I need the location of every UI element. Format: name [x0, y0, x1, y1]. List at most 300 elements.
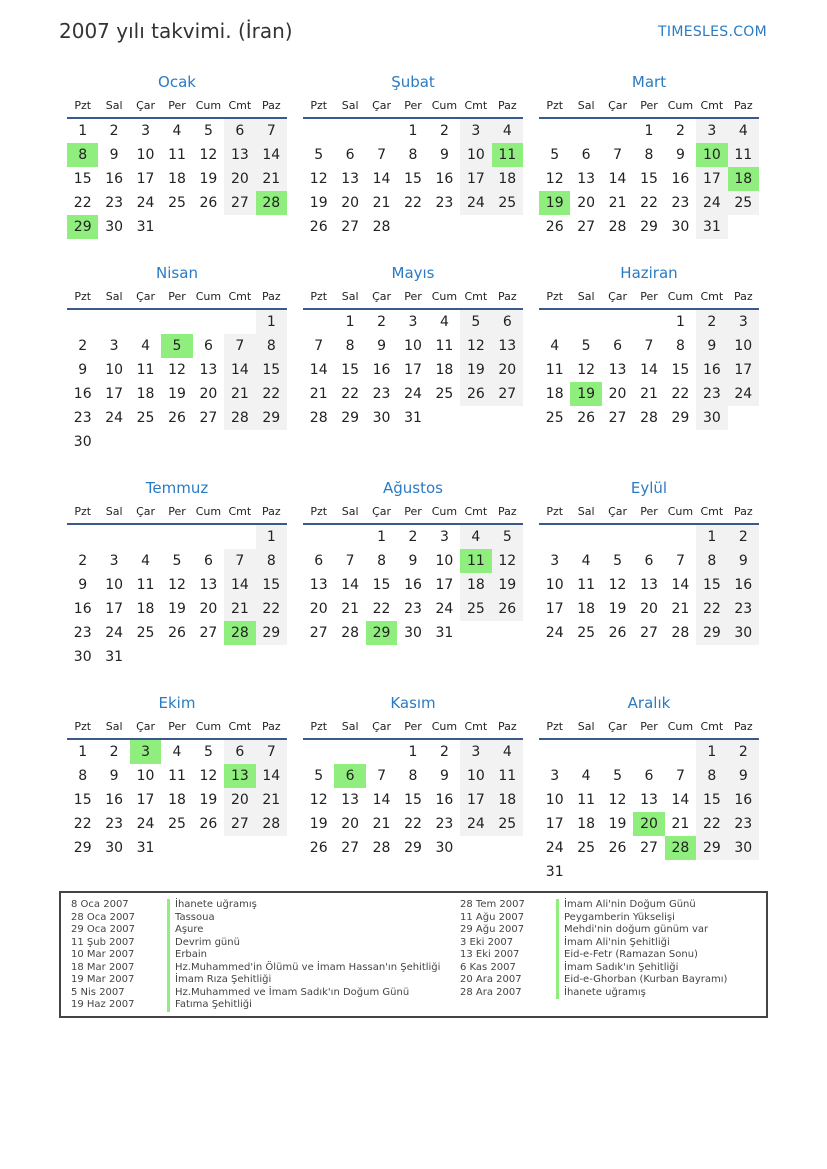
day-cell[interactable]: 20 [640, 601, 658, 617]
day-cell[interactable]: 25 [492, 812, 523, 836]
day-cell[interactable]: 13 [341, 792, 360, 808]
day-cell[interactable]: 20 [577, 195, 596, 211]
day-cell[interactable]: 14 [640, 362, 658, 378]
day-cell[interactable]: 4 [460, 525, 491, 549]
day-cell[interactable]: 24 [728, 382, 759, 406]
day-cell[interactable]: 6 [314, 553, 324, 569]
day-cell[interactable]: 8 [256, 334, 287, 358]
day-cell[interactable]: 2 [439, 744, 449, 760]
day-cell[interactable]: 7 [675, 768, 685, 784]
day-cell[interactable]: 26 [168, 410, 186, 426]
day-cell[interactable]: 11 [492, 143, 523, 167]
day-cell[interactable]: 18 [577, 601, 596, 617]
day-cell[interactable]: 15 [696, 573, 727, 597]
day-cell[interactable]: 12 [309, 171, 328, 187]
day-cell[interactable]: 24 [105, 410, 124, 426]
day-cell[interactable]: 26 [608, 840, 627, 856]
day-cell[interactable]: 11 [136, 362, 155, 378]
day-cell[interactable]: 2 [109, 123, 119, 139]
day-cell[interactable]: 21 [224, 382, 255, 406]
day-cell[interactable]: 3 [460, 119, 491, 143]
day-cell[interactable]: 3 [460, 740, 491, 764]
day-cell[interactable]: 19 [608, 816, 627, 832]
day-cell[interactable]: 12 [545, 171, 564, 187]
day-cell[interactable]: 30 [105, 219, 124, 235]
day-cell[interactable]: 13 [341, 171, 360, 187]
day-cell[interactable]: 30 [671, 219, 690, 235]
day-cell[interactable]: 25 [460, 597, 491, 621]
day-cell[interactable]: 19 [168, 386, 186, 402]
day-cell[interactable]: 13 [224, 764, 255, 788]
day-cell[interactable]: 14 [372, 171, 391, 187]
day-cell[interactable]: 14 [671, 577, 690, 593]
day-cell[interactable]: 17 [404, 362, 422, 378]
day-cell[interactable]: 2 [78, 338, 88, 354]
day-cell[interactable]: 19 [199, 792, 218, 808]
day-cell[interactable]: 26 [577, 410, 596, 426]
day-cell[interactable]: 20 [199, 386, 218, 402]
day-cell[interactable]: 27 [309, 625, 328, 641]
day-cell[interactable]: 21 [224, 597, 255, 621]
day-cell[interactable]: 25 [168, 816, 186, 832]
day-cell[interactable]: 18 [168, 792, 186, 808]
day-cell[interactable]: 9 [728, 764, 759, 788]
day-cell[interactable]: 3 [408, 314, 418, 330]
day-cell[interactable]: 14 [256, 143, 287, 167]
day-cell[interactable]: 11 [435, 338, 454, 354]
day-cell[interactable]: 28 [372, 840, 391, 856]
day-cell[interactable]: 15 [256, 358, 287, 382]
day-cell[interactable]: 23 [105, 816, 124, 832]
day-cell[interactable]: 12 [309, 792, 328, 808]
day-cell[interactable]: 18 [577, 816, 596, 832]
day-cell[interactable]: 12 [608, 792, 627, 808]
day-cell[interactable]: 8 [67, 143, 98, 167]
day-cell[interactable]: 4 [581, 553, 591, 569]
day-cell[interactable]: 15 [372, 577, 391, 593]
day-cell[interactable]: 14 [372, 792, 391, 808]
day-cell[interactable]: 12 [492, 549, 523, 573]
day-cell[interactable]: 22 [256, 382, 287, 406]
day-cell[interactable]: 1 [256, 525, 287, 549]
day-cell[interactable]: 31 [136, 840, 155, 856]
day-cell[interactable]: 25 [435, 386, 454, 402]
day-cell[interactable]: 6 [224, 119, 255, 143]
day-cell[interactable]: 6 [492, 310, 523, 334]
day-cell[interactable]: 18 [460, 573, 491, 597]
day-cell[interactable]: 30 [105, 840, 124, 856]
day-cell[interactable]: 24 [460, 812, 491, 836]
day-cell[interactable]: 26 [199, 195, 218, 211]
day-cell[interactable]: 17 [105, 601, 124, 617]
day-cell[interactable]: 19 [460, 358, 491, 382]
day-cell[interactable]: 23 [105, 195, 124, 211]
day-cell[interactable]: 14 [309, 362, 328, 378]
day-cell[interactable]: 11 [460, 549, 491, 573]
day-cell[interactable]: 21 [256, 167, 287, 191]
day-cell[interactable]: 4 [550, 338, 560, 354]
day-cell[interactable]: 30 [435, 840, 454, 856]
day-cell[interactable]: 19 [168, 601, 186, 617]
day-cell[interactable]: 23 [404, 601, 422, 617]
day-cell[interactable]: 5 [550, 147, 560, 163]
day-cell[interactable]: 22 [341, 386, 360, 402]
day-cell[interactable]: 12 [577, 362, 596, 378]
day-cell[interactable]: 16 [435, 792, 454, 808]
day-cell[interactable]: 25 [728, 191, 759, 215]
day-cell[interactable]: 21 [671, 601, 690, 617]
day-cell[interactable]: 27 [341, 840, 360, 856]
day-cell[interactable]: 20 [341, 195, 360, 211]
day-cell[interactable]: 23 [696, 382, 727, 406]
day-cell[interactable]: 25 [577, 625, 596, 641]
day-cell[interactable]: 1 [78, 744, 88, 760]
day-cell[interactable]: 16 [435, 171, 454, 187]
day-cell[interactable]: 26 [608, 625, 627, 641]
day-cell[interactable]: 13 [199, 577, 218, 593]
day-cell[interactable]: 27 [199, 625, 218, 641]
day-cell[interactable]: 29 [73, 840, 92, 856]
day-cell[interactable]: 20 [224, 788, 255, 812]
day-cell[interactable]: 25 [577, 840, 596, 856]
day-cell[interactable]: 20 [341, 816, 360, 832]
day-cell[interactable]: 9 [377, 338, 387, 354]
day-cell[interactable]: 20 [224, 167, 255, 191]
day-cell[interactable]: 13 [199, 362, 218, 378]
day-cell[interactable]: 7 [256, 119, 287, 143]
day-cell[interactable]: 16 [105, 792, 124, 808]
day-cell[interactable]: 12 [168, 577, 186, 593]
day-cell[interactable]: 23 [372, 386, 391, 402]
day-cell[interactable]: 7 [377, 768, 387, 784]
day-cell[interactable]: 28 [224, 406, 255, 430]
day-cell[interactable]: 10 [435, 553, 454, 569]
day-cell[interactable]: 1 [675, 314, 685, 330]
day-cell[interactable]: 18 [545, 386, 564, 402]
day-cell[interactable]: 13 [640, 792, 658, 808]
day-cell[interactable]: 15 [404, 171, 422, 187]
day-cell[interactable]: 17 [136, 171, 155, 187]
day-cell[interactable]: 14 [256, 764, 287, 788]
day-cell[interactable]: 14 [671, 792, 690, 808]
day-cell[interactable]: 30 [372, 410, 391, 426]
day-cell[interactable]: 30 [404, 625, 422, 641]
day-cell[interactable]: 14 [608, 171, 627, 187]
day-cell[interactable]: 22 [671, 386, 690, 402]
day-cell[interactable]: 5 [161, 334, 192, 358]
day-cell[interactable]: 11 [577, 577, 596, 593]
day-cell[interactable]: 6 [203, 553, 213, 569]
day-cell[interactable]: 4 [728, 119, 759, 143]
day-cell[interactable]: 4 [172, 123, 182, 139]
day-cell[interactable]: 9 [728, 549, 759, 573]
day-cell[interactable]: 16 [73, 601, 92, 617]
day-cell[interactable]: 27 [577, 219, 596, 235]
day-cell[interactable]: 3 [550, 553, 560, 569]
day-cell[interactable]: 24 [545, 625, 564, 641]
day-cell[interactable]: 26 [309, 840, 328, 856]
day-cell[interactable]: 17 [460, 788, 491, 812]
day-cell[interactable]: 10 [545, 577, 564, 593]
day-cell[interactable]: 1 [377, 529, 387, 545]
day-cell[interactable]: 28 [640, 410, 658, 426]
day-cell[interactable]: 19 [309, 816, 328, 832]
day-cell[interactable]: 13 [492, 334, 523, 358]
day-cell[interactable]: 27 [199, 410, 218, 426]
day-cell[interactable]: 21 [640, 386, 658, 402]
day-cell[interactable]: 23 [73, 625, 92, 641]
day-cell[interactable]: 7 [224, 334, 255, 358]
day-cell[interactable]: 26 [460, 382, 491, 406]
day-cell[interactable]: 10 [136, 768, 155, 784]
day-cell[interactable]: 8 [408, 147, 418, 163]
day-cell[interactable]: 6 [644, 553, 654, 569]
day-cell[interactable]: 15 [73, 792, 92, 808]
day-cell[interactable]: 21 [256, 788, 287, 812]
day-cell[interactable]: 17 [696, 167, 727, 191]
day-cell[interactable]: 3 [439, 529, 449, 545]
day-cell[interactable]: 18 [168, 171, 186, 187]
day-cell[interactable]: 26 [309, 219, 328, 235]
day-cell[interactable]: 23 [435, 816, 454, 832]
day-cell[interactable]: 22 [73, 816, 92, 832]
day-cell[interactable]: 26 [492, 597, 523, 621]
day-cell[interactable]: 7 [345, 553, 355, 569]
day-cell[interactable]: 24 [105, 625, 124, 641]
day-cell[interactable]: 11 [168, 147, 186, 163]
day-cell[interactable]: 19 [199, 171, 218, 187]
day-cell[interactable]: 8 [377, 553, 387, 569]
day-cell[interactable]: 10 [460, 764, 491, 788]
day-cell[interactable]: 27 [640, 625, 658, 641]
day-cell[interactable]: 23 [671, 195, 690, 211]
day-cell[interactable]: 24 [460, 191, 491, 215]
day-cell[interactable]: 28 [224, 621, 255, 645]
day-cell[interactable]: 21 [372, 195, 391, 211]
day-cell[interactable]: 10 [105, 577, 124, 593]
day-cell[interactable]: 22 [256, 597, 287, 621]
day-cell[interactable]: 13 [577, 171, 596, 187]
day-cell[interactable]: 15 [671, 362, 690, 378]
day-cell[interactable]: 6 [644, 768, 654, 784]
day-cell[interactable]: 22 [372, 601, 391, 617]
day-cell[interactable]: 10 [545, 792, 564, 808]
day-cell[interactable]: 16 [73, 386, 92, 402]
day-cell[interactable]: 21 [309, 386, 328, 402]
day-cell[interactable]: 29 [366, 621, 397, 645]
day-cell[interactable]: 2 [439, 123, 449, 139]
day-cell[interactable]: 25 [136, 410, 155, 426]
day-cell[interactable]: 9 [78, 577, 88, 593]
day-cell[interactable]: 5 [581, 338, 591, 354]
day-cell[interactable]: 1 [408, 123, 418, 139]
day-cell[interactable]: 5 [172, 553, 182, 569]
day-cell[interactable]: 17 [545, 816, 564, 832]
day-cell[interactable]: 22 [696, 812, 727, 836]
day-cell[interactable]: 30 [696, 406, 727, 430]
day-cell[interactable]: 2 [408, 529, 418, 545]
day-cell[interactable]: 11 [577, 792, 596, 808]
day-cell[interactable]: 28 [671, 625, 690, 641]
day-cell[interactable]: 15 [256, 573, 287, 597]
day-cell[interactable]: 26 [545, 219, 564, 235]
day-cell[interactable]: 10 [136, 147, 155, 163]
day-cell[interactable]: 13 [608, 362, 627, 378]
day-cell[interactable]: 24 [136, 816, 155, 832]
day-cell[interactable]: 1 [78, 123, 88, 139]
day-cell[interactable]: 15 [640, 171, 658, 187]
day-cell[interactable]: 22 [404, 195, 422, 211]
day-cell[interactable]: 25 [136, 625, 155, 641]
day-cell[interactable]: 8 [696, 764, 727, 788]
day-cell[interactable]: 8 [696, 549, 727, 573]
day-cell[interactable]: 9 [109, 768, 119, 784]
day-cell[interactable]: 17 [728, 358, 759, 382]
day-cell[interactable]: 2 [78, 553, 88, 569]
day-cell[interactable]: 3 [109, 553, 119, 569]
day-cell[interactable]: 1 [345, 314, 355, 330]
day-cell[interactable]: 11 [136, 577, 155, 593]
day-cell[interactable]: 5 [492, 525, 523, 549]
day-cell[interactable]: 29 [696, 836, 727, 860]
day-cell[interactable]: 27 [492, 382, 523, 406]
day-cell[interactable]: 6 [334, 764, 365, 788]
day-cell[interactable]: 3 [728, 310, 759, 334]
day-cell[interactable]: 8 [644, 147, 654, 163]
day-cell[interactable]: 31 [545, 864, 564, 880]
day-cell[interactable]: 19 [539, 191, 570, 215]
day-cell[interactable]: 7 [314, 338, 324, 354]
day-cell[interactable]: 31 [435, 625, 454, 641]
day-cell[interactable]: 1 [696, 740, 727, 764]
day-cell[interactable]: 16 [728, 573, 759, 597]
day-cell[interactable]: 15 [73, 171, 92, 187]
day-cell[interactable]: 11 [728, 143, 759, 167]
day-cell[interactable]: 21 [608, 195, 627, 211]
day-cell[interactable]: 29 [341, 410, 360, 426]
day-cell[interactable]: 6 [581, 147, 591, 163]
day-cell[interactable]: 22 [696, 597, 727, 621]
day-cell[interactable]: 21 [372, 816, 391, 832]
day-cell[interactable]: 28 [341, 625, 360, 641]
day-cell[interactable]: 24 [435, 601, 454, 617]
day-cell[interactable]: 1 [408, 744, 418, 760]
day-cell[interactable]: 10 [105, 362, 124, 378]
day-cell[interactable]: 14 [341, 577, 360, 593]
day-cell[interactable]: 29 [404, 840, 422, 856]
day-cell[interactable]: 28 [309, 410, 328, 426]
day-cell[interactable]: 7 [675, 553, 685, 569]
day-cell[interactable]: 3 [130, 740, 161, 764]
day-cell[interactable]: 19 [309, 195, 328, 211]
day-cell[interactable]: 28 [608, 219, 627, 235]
day-cell[interactable]: 10 [404, 338, 422, 354]
day-cell[interactable]: 29 [256, 621, 287, 645]
day-cell[interactable]: 2 [728, 740, 759, 764]
day-cell[interactable]: 30 [728, 836, 759, 860]
day-cell[interactable]: 9 [408, 553, 418, 569]
day-cell[interactable]: 7 [256, 740, 287, 764]
day-cell[interactable]: 9 [78, 362, 88, 378]
day-cell[interactable]: 3 [141, 123, 151, 139]
day-cell[interactable]: 20 [199, 601, 218, 617]
day-cell[interactable]: 29 [640, 219, 658, 235]
day-cell[interactable]: 17 [136, 792, 155, 808]
day-cell[interactable]: 17 [435, 577, 454, 593]
day-cell[interactable]: 11 [168, 768, 186, 784]
day-cell[interactable]: 5 [613, 553, 623, 569]
day-cell[interactable]: 9 [675, 147, 685, 163]
day-cell[interactable]: 19 [570, 382, 601, 406]
day-cell[interactable]: 12 [608, 577, 627, 593]
day-cell[interactable]: 31 [404, 410, 422, 426]
day-cell[interactable]: 27 [640, 840, 658, 856]
day-cell[interactable]: 25 [168, 195, 186, 211]
day-cell[interactable]: 29 [696, 621, 727, 645]
day-cell[interactable]: 6 [613, 338, 623, 354]
day-cell[interactable]: 7 [613, 147, 623, 163]
day-cell[interactable]: 31 [105, 649, 124, 665]
day-cell[interactable]: 10 [728, 334, 759, 358]
day-cell[interactable]: 14 [224, 573, 255, 597]
day-cell[interactable]: 7 [644, 338, 654, 354]
day-cell[interactable]: 4 [439, 314, 449, 330]
day-cell[interactable]: 10 [460, 143, 491, 167]
day-cell[interactable]: 31 [136, 219, 155, 235]
day-cell[interactable]: 18 [492, 167, 523, 191]
day-cell[interactable]: 2 [696, 310, 727, 334]
day-cell[interactable]: 29 [256, 406, 287, 430]
day-cell[interactable]: 28 [256, 191, 287, 215]
day-cell[interactable]: 4 [492, 740, 523, 764]
day-cell[interactable]: 2 [109, 744, 119, 760]
day-cell[interactable]: 5 [314, 768, 324, 784]
day-cell[interactable]: 4 [172, 744, 182, 760]
day-cell[interactable]: 19 [608, 601, 627, 617]
day-cell[interactable]: 24 [404, 386, 422, 402]
day-cell[interactable]: 19 [492, 573, 523, 597]
day-cell[interactable]: 6 [224, 740, 255, 764]
day-cell[interactable]: 29 [671, 410, 690, 426]
day-cell[interactable]: 16 [372, 362, 391, 378]
day-cell[interactable]: 28 [665, 836, 696, 860]
day-cell[interactable]: 1 [696, 525, 727, 549]
day-cell[interactable]: 12 [460, 334, 491, 358]
day-cell[interactable]: 31 [696, 215, 727, 239]
day-cell[interactable]: 24 [545, 840, 564, 856]
brand-link[interactable]: TIMESLES.COM [658, 24, 767, 40]
day-cell[interactable]: 27 [608, 410, 627, 426]
day-cell[interactable]: 23 [73, 410, 92, 426]
day-cell[interactable]: 17 [545, 601, 564, 617]
day-cell[interactable]: 16 [671, 171, 690, 187]
day-cell[interactable]: 16 [105, 171, 124, 187]
day-cell[interactable]: 20 [492, 358, 523, 382]
day-cell[interactable]: 14 [224, 358, 255, 382]
day-cell[interactable]: 8 [675, 338, 685, 354]
day-cell[interactable]: 5 [203, 744, 213, 760]
day-cell[interactable]: 30 [728, 621, 759, 645]
day-cell[interactable]: 22 [73, 195, 92, 211]
day-cell[interactable]: 29 [67, 215, 98, 239]
day-cell[interactable]: 26 [168, 625, 186, 641]
day-cell[interactable]: 22 [640, 195, 658, 211]
day-cell[interactable]: 20 [608, 386, 627, 402]
day-cell[interactable]: 20 [309, 601, 328, 617]
day-cell[interactable]: 12 [199, 147, 218, 163]
day-cell[interactable]: 17 [460, 167, 491, 191]
day-cell[interactable]: 18 [492, 788, 523, 812]
